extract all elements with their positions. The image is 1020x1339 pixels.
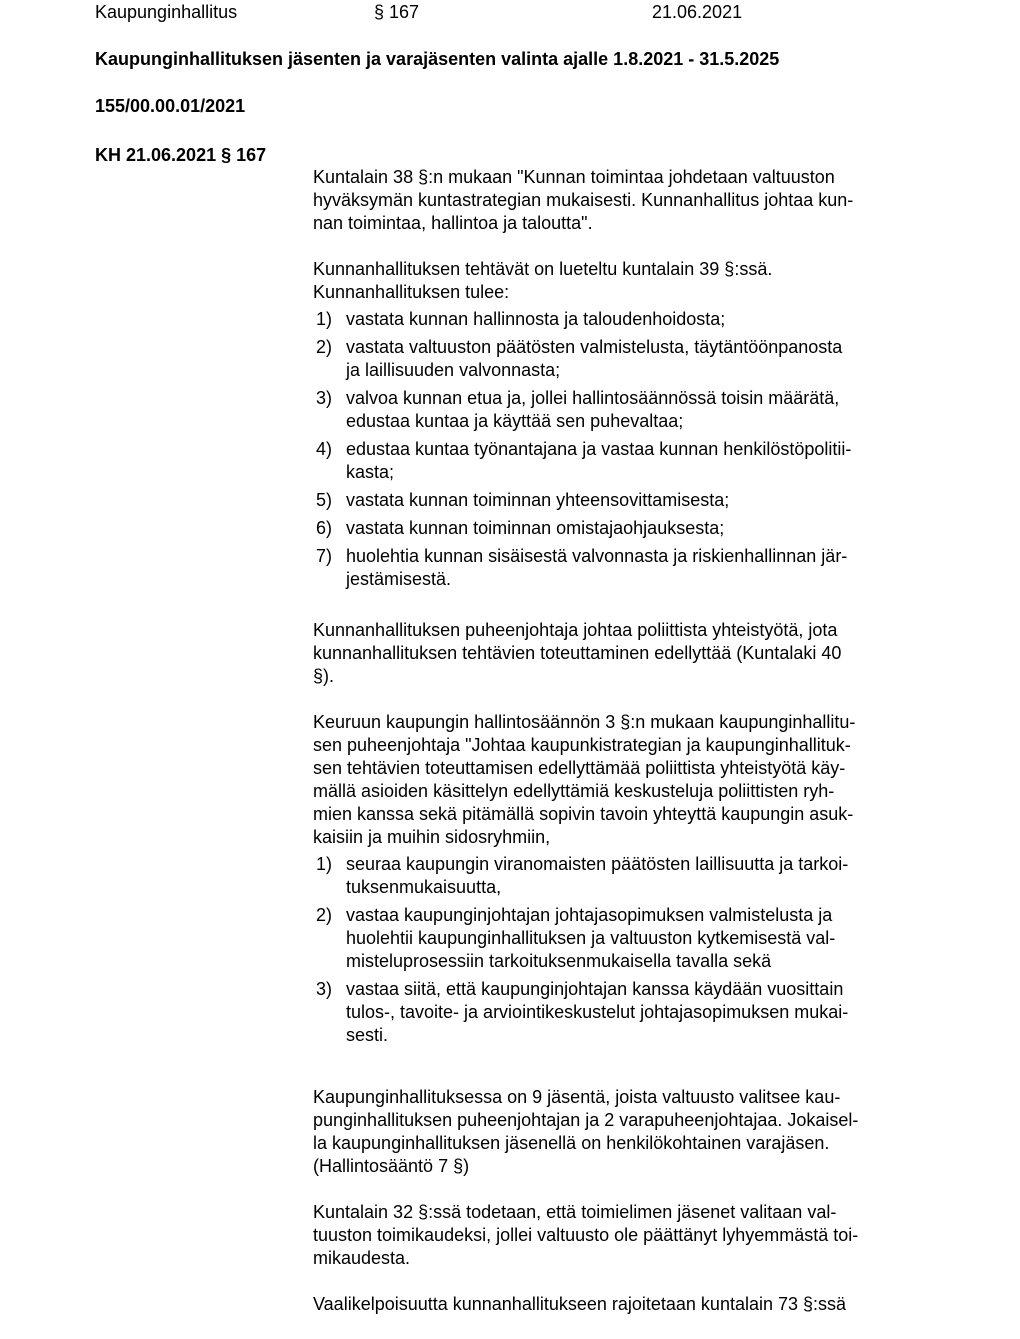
text-line: edustaa kuntaa työnantajana ja vastaa kunnan henkilöstöpolitii- <box>346 439 852 459</box>
list-item <box>313 517 923 540</box>
list-item <box>313 308 923 331</box>
text-line: huolehtia kunnan sisäisestä valvonnasta ja riskienhallinnan jär- <box>346 546 848 566</box>
text-line: edustaa kuntaa ja käyttää sen puhevaltaa; <box>346 411 684 431</box>
text-line: mien kanssa sekä pitämällä sopivin tavoin yhteyttä kaupungin asuk- <box>313 804 854 824</box>
paragraph-duties-intro <box>313 258 923 304</box>
text-line: vastata kunnan toiminnan yhteensovittamisesta; <box>346 490 730 510</box>
header-date: 21.06.2021 <box>652 2 743 22</box>
paragraph-kuntalaki-38 <box>313 166 923 235</box>
text-line: seuraa kaupungin viranomaisten päätösten laillisuutta ja tarkoi- <box>346 854 849 874</box>
list-number: 5) <box>316 490 333 510</box>
list-item <box>313 978 923 1047</box>
text-line: Kuntalain 38 §:n mukaan "Kunnan toimintaa johdetaan valtuuston <box>313 167 835 187</box>
text-line: nan toimintaa, hallintoa ja taloutta". <box>313 213 593 233</box>
text-line: Kuntalain 32 §:ssä todetaan, että toimielimen jäsenet valitaan val- <box>313 1202 837 1222</box>
text-line: Kaupunginhallituksessa on 9 jäsentä, joista valtuusto valitsee kau- <box>313 1087 841 1107</box>
list-item <box>313 853 923 899</box>
record-number: 155/00.00.01/2021 <box>95 96 246 116</box>
list-number: 2) <box>316 337 333 357</box>
list-item <box>313 387 923 433</box>
text-line: tuuston toimikaudeksi, jollei valtuusto ole päättänyt lyhyemmästä toi- <box>313 1225 859 1245</box>
list-number: 7) <box>316 546 333 566</box>
list-number: 3) <box>316 388 333 408</box>
text-line: sen puheenjohtaja "Johtaa kaupunkistrategian ja kaupunginhallituk- <box>313 735 851 755</box>
text-line: Kunnanhallituksen tulee: <box>313 282 510 302</box>
text-line: vastaa kaupunginjohtajan johtajasopimuksen valmistelusta ja <box>346 905 833 925</box>
text-line: Kunnanhallituksen tehtävät on lueteltu kuntalain 39 §:ssä. <box>313 259 773 279</box>
list-number: 6) <box>316 518 333 538</box>
text-line: mällä asioiden käsittelyn edellyttämiä keskusteluja poliittisten ryh- <box>313 781 835 801</box>
text-line: valvoa kunnan etua ja, jollei hallintosäännössä toisin määrätä, <box>346 388 840 408</box>
text-line: Vaalikelpoisuutta kunnanhallitukseen rajoitetaan kuntalain 73 §:ssä <box>313 1294 847 1314</box>
chair-duties-list <box>313 853 923 1047</box>
header-section: § 167 <box>374 2 420 22</box>
text-line: §). <box>313 666 335 686</box>
text-line: kaisiin ja muihin sidosryhmiin, <box>313 827 551 847</box>
text-line: jestämisestä. <box>346 569 452 589</box>
text-line: kunnanhallituksen tehtävien toteuttaminen edellyttää (Kuntalaki 40 <box>313 643 842 663</box>
text-line: la kaupunginhallituksen jäsenellä on henkilökohtainen varajäsen. <box>313 1133 830 1153</box>
list-item <box>313 489 923 512</box>
text-line: huolehtii kaupunginhallituksen ja valtuuston kytkemisestä val- <box>346 928 836 948</box>
text-line: kasta; <box>346 462 395 482</box>
text-line: sesti. <box>346 1025 389 1045</box>
paragraph-hallintosaanto-3 <box>313 711 923 849</box>
list-number: 1) <box>316 309 333 329</box>
list-item <box>313 545 923 591</box>
list-number: 1) <box>316 854 333 874</box>
spacer <box>313 596 923 619</box>
text-line: Keuruun kaupungin hallintosäännön 3 §:n mukaan kaupunginhallitu- <box>313 712 856 732</box>
list-number: 4) <box>316 439 333 459</box>
text-line: tuksenmukaisuutta, <box>346 877 502 897</box>
list-number: 2) <box>316 905 333 925</box>
text-line: vastata kunnan hallinnosta ja taloudenhoidosta; <box>346 309 726 329</box>
list-number: 3) <box>316 979 333 999</box>
document-header <box>95 0 995 24</box>
text-line: ja laillisuuden valvonnasta; <box>346 360 561 380</box>
paragraph-chair-kuntalaki-40 <box>313 619 923 688</box>
text-line: mikaudesta. <box>313 1248 411 1268</box>
text-line: Kunnanhallituksen puheenjohtaja johtaa poliittista yhteistyötä, jota <box>313 620 838 640</box>
paragraph-kuntalaki-32 <box>313 1201 923 1270</box>
meeting-label: KH 21.06.2021 § 167 <box>95 145 267 165</box>
text-line: hyväksymän kuntastrategian mukaisesti. Kunnanhallitus johtaa kun- <box>313 190 854 210</box>
text-line: sen tehtävien toteuttamisen edellyttämää poliittista yhteistyötä käy- <box>313 758 846 778</box>
list-item <box>313 904 923 973</box>
text-line: vastaa siitä, että kaupunginjohtajan kanssa käydään vuosittain <box>346 979 844 999</box>
text-line: punginhallituksen puheenjohtajan ja 2 varapuheenjohtajaa. Jokaisel- <box>313 1110 859 1130</box>
list-item <box>313 438 923 484</box>
document-title: Kaupunginhallituksen jäsenten ja varajäsenten valinta ajalle 1.8.2021 - 31.5.2025 <box>95 49 780 69</box>
spacer <box>313 1052 923 1086</box>
text-line: vastata kunnan toiminnan omistajaohjauksesta; <box>346 518 725 538</box>
list-item <box>313 336 923 382</box>
text-line: (Hallintosääntö 7 §) <box>313 1156 470 1176</box>
text-line: vastata valtuuston päätösten valmistelusta, täytäntöönpanosta <box>346 337 843 357</box>
header-organ: Kaupunginhallitus <box>95 2 238 22</box>
document-body <box>313 166 923 1339</box>
paragraph-board-composition <box>313 1086 923 1178</box>
text-line: misteluprosessiin tarkoituksenmukaisella tavalla sekä <box>346 951 772 971</box>
paragraph-eligibility <box>313 1293 923 1316</box>
text-line: tulos-, tavoite- ja arviointikeskustelut johtajasopimuksen mukai- <box>346 1002 849 1022</box>
duties-list <box>313 308 923 591</box>
